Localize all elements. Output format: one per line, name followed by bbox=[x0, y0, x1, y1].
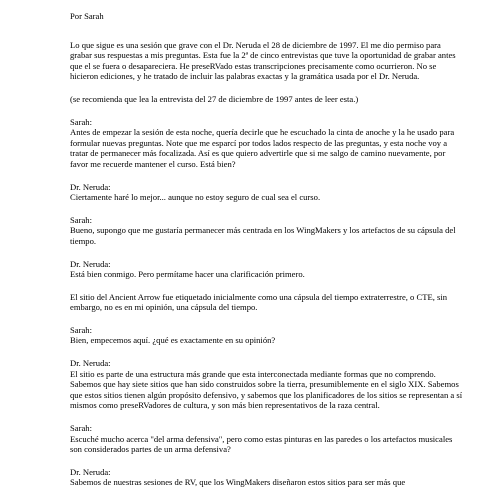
dialogue-text: Bien, empecemos aquí. ¿qué es exactamente en su opinión? bbox=[70, 335, 276, 346]
dialogue-entry bbox=[70, 358, 464, 411]
document-heading: Por Sarah bbox=[70, 11, 104, 21]
speaker-label: Dr. Neruda: bbox=[70, 466, 111, 477]
speaker-label: Sarah: bbox=[70, 116, 92, 127]
dialogue-entry bbox=[70, 182, 464, 203]
speaker-label: Sarah: bbox=[70, 423, 92, 434]
speaker-label: Dr. Neruda: bbox=[70, 181, 111, 192]
dialogue-text: El sitio es parte de una estructura más grande que esta interconectada mediante formas que no comprendo. Sabemos que hay siete sitios que han sido construidos sobre la tierra, presumiblemente en el siglo XIX. Sabemos que estos sitios tienen algún propósito defensivo, y sabemos que los planificadores de los sitios se representan a sí mismos como preseRVadores de cultura, y son más bien representativos de la raza central. bbox=[70, 368, 463, 411]
dialogue-entry bbox=[70, 325, 464, 346]
dialogue-text: Escuché mucho acerca "del arma defensiva", pero como estas pinturas en las paredes o los artefactos musicales son considerados partes de un arma defensiva? bbox=[70, 433, 453, 455]
dialogue-entry bbox=[70, 467, 464, 488]
reading-note: (se recomienda que lea la entrevista del 27 de diciembre de 1997 antes de leer esta.) bbox=[70, 93, 359, 104]
speaker-label: Dr. Neruda: bbox=[70, 358, 111, 369]
intro-paragraph: Lo que sigue es una sesión que grave con el Dr. Neruda el 28 de diciembre de 1997. El me dio permiso para grabar sus respuestas a mis preguntas. Esta fue la 2ª de cinco entrevistas que tuve la oportunidad de grabar antes que el se fuera o desapareciera. He preseRVado estas transcripciones precisamente como ocurrieron. No se hicieron ediciones, y he tratado de incluir las palabras exactas y la gramática usada por el Dr. Neruda. bbox=[70, 39, 456, 82]
speaker-label: Sarah: bbox=[70, 324, 92, 335]
dialogue-entry bbox=[70, 292, 464, 313]
dialogue-entry bbox=[70, 423, 464, 455]
speaker-label: Dr. Neruda: bbox=[70, 258, 111, 269]
dialogue-entry bbox=[70, 259, 464, 280]
dialogue-text: Está bien conmigo. Pero permítame hacer una clarificación primero. bbox=[70, 269, 305, 280]
dialogue-text: Ciertamente haré lo mejor... aunque no estoy seguro de cual sea el curso. bbox=[70, 192, 321, 203]
dialogue-text: Antes de empezar la sesión de esta noche, quería decirle que he escuchado la cinta de anoche y la he usado para formular nuevas preguntas. Note que me esparcí por todos lados respecto de las preguntas, y esta noche voy a tratar de permanecer más focalizada. Así es que quiero advertirle que si me salgo de camino nuevamente, por favor me recuerde mantener el curso. Está bien? bbox=[70, 127, 455, 169]
dialogue-text: Sabemos de nuestras sesiones de RV, que los WingMakers diseñaron estos sitios para ser más que bbox=[70, 477, 406, 488]
speaker-label: Sarah: bbox=[70, 214, 92, 225]
dialogue-entry bbox=[70, 215, 464, 247]
dialogue-text: Bueno, supongo que me gustaría permanecer más centrada en los WingMakers y los artefactos de su cápsula del tiempo. bbox=[70, 225, 456, 246]
dialogue-entry bbox=[70, 117, 464, 170]
dialogue-text: El sitio del Ancient Arrow fue etiquetado inicialmente como una cápsula del tiempo extraterrestre, o CTE, sin embargo, no es en mi opinión, una cápsula del tiempo. bbox=[70, 291, 448, 313]
